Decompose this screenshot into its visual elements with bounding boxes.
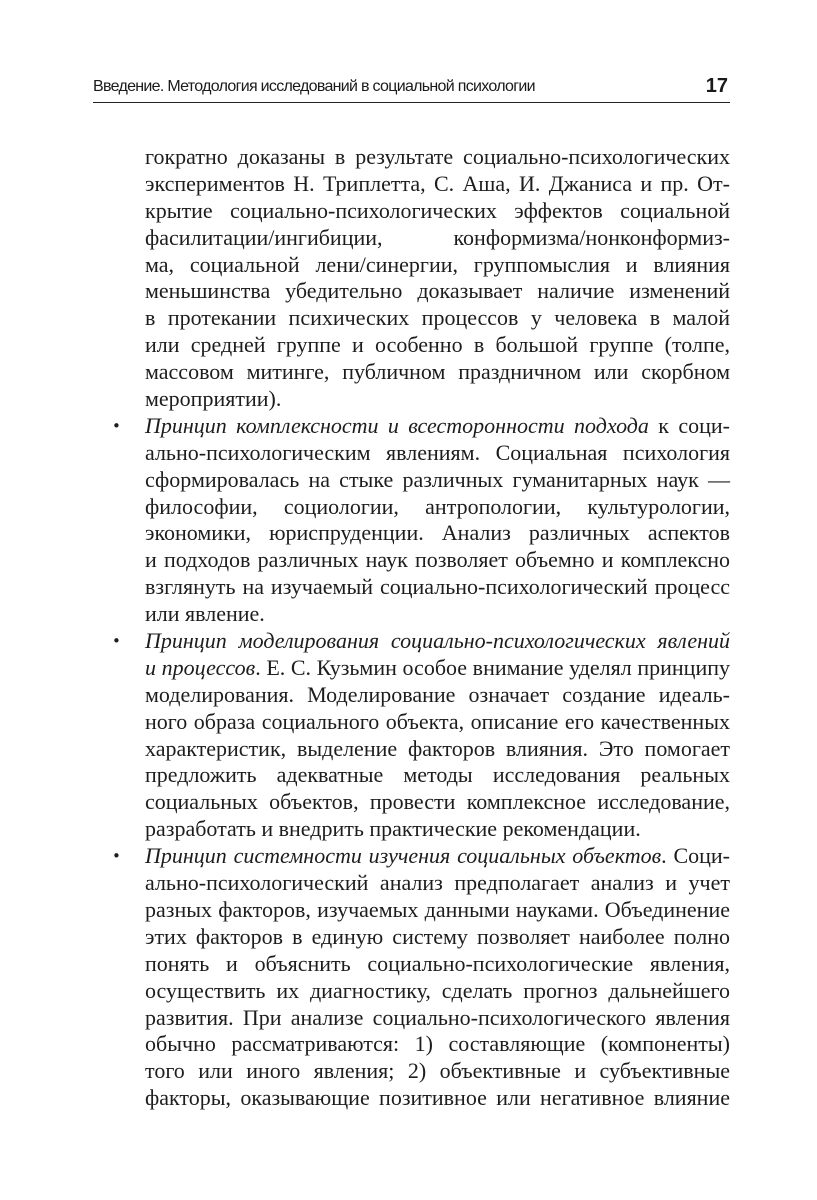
text-line: этих факторов в единую систему позволяет наиболее полно (145, 923, 730, 949)
bullet-item-complexity-principle (112, 412, 730, 628)
text-line: взглянуть на изучаемый социально-психологический процесс (145, 574, 730, 600)
principle-title: Принцип системности изучения социальных объектов (145, 843, 662, 869)
text-line (145, 655, 730, 682)
text-line: разработать и внедрить практические рекомендации. (145, 816, 641, 842)
bullet-icon: • (112, 847, 121, 866)
text-line: обычно рассматриваются: 1) составляющие (компоненты) (145, 1031, 730, 1057)
text-line: социальных объектов, провести комплексное исследование, (145, 789, 730, 815)
text-line: понять и объяснить социально-психологические явления, (145, 950, 730, 976)
body-text (112, 144, 730, 1112)
text-line: и подходов различных наук позволяет объемно и комплексно (145, 547, 730, 573)
text-line: в протекании психических процессов у человека в малой (145, 305, 730, 331)
text-line: экономики, юриспруденции. Анализ различных аспектов (145, 520, 730, 546)
text-line (145, 413, 730, 440)
continuation-paragraph (145, 144, 730, 413)
text-line: гократно доказаны в результате социально-психологических (145, 144, 730, 169)
bullet-item-modeling-principle (112, 628, 730, 843)
text-line: философии, социологии, антропологии, культурологии, (145, 493, 730, 519)
text-line: массовом митинге, публичном праздничном или скорбном (145, 359, 730, 385)
text-line: экспериментов Н. Триплетта, С. Аша, И. Джаниса и пр. От- (145, 170, 730, 196)
text-line: ально-психологическим явлениям. Социальная психология (145, 439, 730, 465)
text-fragment: к соци- (648, 412, 730, 438)
text-line: фасилитации/ингибиции, конформизма/нонконформиз- (145, 224, 730, 250)
running-head (93, 72, 730, 103)
text-line: ного образа социального объекта, описание его качественных (145, 708, 730, 734)
bullet-icon: • (112, 416, 121, 435)
principle-title: Принцип моделирования социально-психологических явлений (145, 628, 730, 654)
text-line: осуществить их диагностику, сделать прогноз дальнейшего (145, 977, 730, 1003)
text-line: меньшинства убедительно доказывает наличие изменений (145, 278, 730, 304)
running-title: Введение. Методология исследований в социальной психологии (93, 78, 535, 95)
text-line: крытие социально-психологических эффектов социальной (145, 197, 730, 223)
text-fragment: . Е. С. Кузьмин особое внимание уделял принципу (255, 654, 730, 680)
text-line: или явление. (145, 601, 265, 627)
text-line (145, 843, 730, 870)
page-number: 17 (705, 75, 728, 97)
text-fragment: . Соци- (661, 843, 730, 869)
text-line: ально-психологический анализ предполагает анализ и учет (145, 870, 730, 896)
text-line: развития. При анализе социально-психологического явления (145, 1004, 730, 1030)
text-line: разных факторов, изучаемых данными науками. Объединение (145, 896, 730, 922)
text-line: моделирования. Моделирование означает создание идеаль- (145, 681, 730, 707)
text-line: сформировалась на стыке различных гуманитарных наук — (145, 466, 730, 492)
bullet-icon: • (112, 632, 121, 651)
text-line (145, 628, 730, 655)
text-line: или средней группе и особенно в большой группе (толпе, (145, 332, 730, 358)
text-line: того или иного явления; 2) объективные и субъективные (145, 1058, 730, 1084)
principle-title: Принцип комплексности и всесторонности подхода (145, 412, 649, 438)
text-line: предложить адекватные методы исследования реальных (145, 762, 730, 788)
bullet-item-systemic-principle (112, 843, 730, 1112)
text-line: факторы, оказывающие позитивное или негативное влияние (145, 1085, 730, 1111)
text-line: характеристик, выделение факторов влияния. Это помогает (145, 735, 730, 761)
text-line: мероприятии). (145, 386, 282, 412)
text-line: ма, социальной лени/синергии, группомыслия и влияния (145, 251, 730, 277)
principle-title-continued: и процессов (145, 654, 256, 680)
